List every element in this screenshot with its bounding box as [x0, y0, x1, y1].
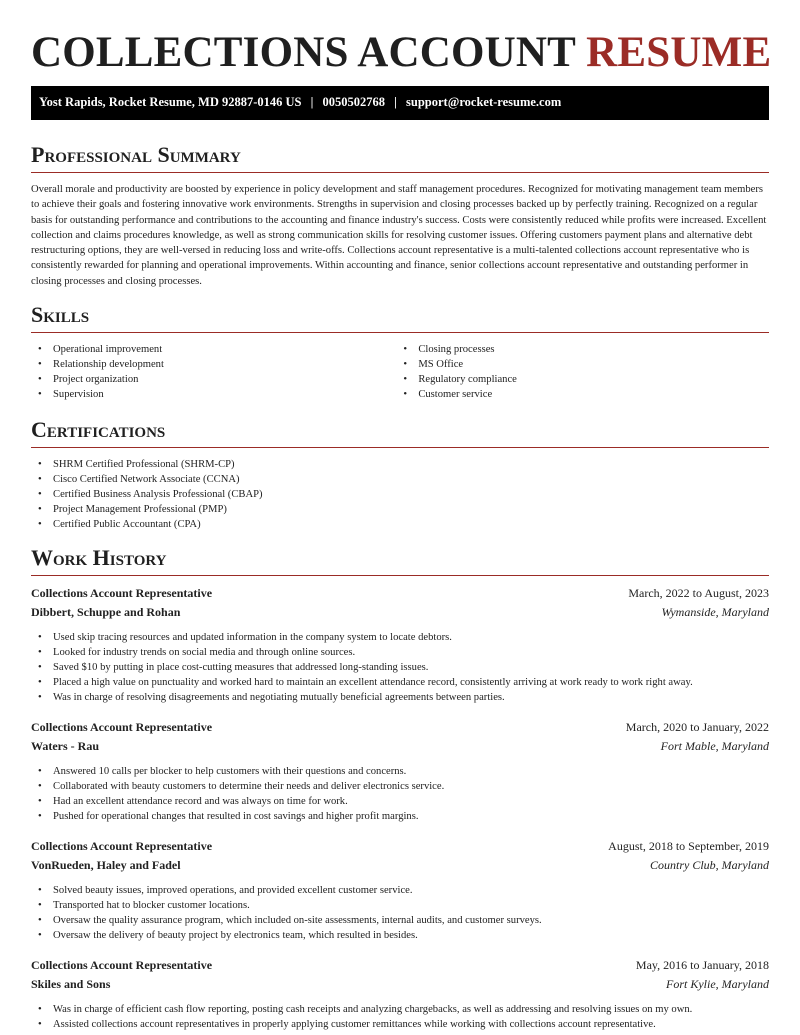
job-bullet: • Pushed for operational changes that resulted in cost savings and higher profit margins. — [31, 809, 769, 824]
job-bullet: • Placed a high value on punctuality and worked hard to maintain an excellent attendance record, consistently arriving at work ready to work right away. — [31, 675, 769, 690]
skill-item: • Project organization — [31, 372, 400, 387]
job-bullets — [31, 883, 769, 943]
job-title: Collections Account Representative — [31, 839, 213, 853]
job-bullet: • Saved $10 by putting in place cost-cutting measures that addressed long-standing issues. — [31, 660, 769, 675]
certifications-heading: Certifications — [31, 417, 769, 448]
job-bullet: • Was in charge of efficient cash flow reporting, posting cash receipts and analyzing chargebacks, as well as addressing and resolving issues on my own. — [31, 1002, 769, 1017]
skill-item: • Regulatory compliance — [396, 372, 765, 387]
skill-item: • Closing processes — [396, 342, 765, 357]
summary-section — [31, 142, 769, 289]
job-location: Wymanside, Maryland — [661, 605, 769, 619]
job-bullet: • Solved beauty issues, improved operations, and provided excellent customer service. — [31, 883, 769, 898]
job-company: Skiles and Sons — [31, 977, 111, 991]
job-bullets — [31, 1002, 769, 1032]
skills-list-left — [31, 342, 400, 402]
job-title: Collections Account Representative — [31, 720, 213, 734]
summary-text: Overall morale and productivity are boosted by experience in policy development and staff management procedures. Recognized for motivating management team members to achieve their goals and fostering innovative work environments. Strengths in supervision and closing processes backed up by perfectly training. Recognized on a regular basis for outstanding performance and contributions to the accounting and finance industry's success. Costs were consistently reduced while profits were increased. Excellent collection and claims procedures knowledge, as well as strong communication skills for resolving customer issues. Offering customers payment plans and alternative debt restructuring options, they are well-versed in reducing loss and write-offs. Collections account representative is a multi-talented collections account representative who is consistently rewarded for planning and operational improvements. Within accounting and finance, senior collections account representative and outstanding performer in closing processes and closing processes. — [31, 184, 767, 287]
job-dates: March, 2020 to January, 2022 — [625, 720, 769, 734]
job-bullet: • Looked for industry trends on social media and through online sources. — [31, 645, 769, 660]
job-bullet: • Collaborated with beauty customers to determine their needs and deliver electronics service. — [31, 779, 769, 794]
job-bullets — [31, 764, 769, 824]
certification-item: • Certified Public Accountant (CPA) — [31, 517, 769, 532]
contact-phone: 0050502768 — [322, 95, 386, 109]
contact-separator: | — [394, 95, 397, 109]
skills-grid — [31, 342, 769, 402]
certifications-list — [31, 457, 769, 532]
job-location: Country Club, Maryland — [650, 858, 769, 872]
job-bullet: • Transported hat to blocker customer locations. — [31, 898, 769, 913]
job-bullet: • Answered 10 calls per blocker to help customers with their questions and concerns. — [31, 764, 769, 779]
skills-heading: Skills — [31, 302, 769, 333]
contact-bar — [31, 86, 769, 120]
certification-item: • Project Management Professional (PMP) — [31, 502, 769, 517]
certifications-section — [31, 417, 769, 532]
job-bullets — [31, 630, 769, 705]
contact-address: Yost Rapids, Rocket Resume, MD 92887-0146 US — [39, 95, 302, 109]
certification-item: • Certified Business Analysis Professional (CBAP) — [31, 487, 769, 502]
skill-item: • Operational improvement — [31, 342, 400, 357]
skill-item: • Relationship development — [31, 357, 400, 372]
certification-item: • SHRM Certified Professional (SHRM-CP) — [31, 457, 769, 472]
job-bullet: • Assisted collections account representatives in properly applying customer remittances while working with collections account representative. — [31, 1017, 769, 1032]
title-accent: RESUME — [586, 29, 772, 76]
summary-heading: Professional Summary — [31, 142, 769, 173]
job-company: Dibbert, Schuppe and Rohan — [31, 605, 181, 619]
job-company: VonRueden, Haley and Fadel — [31, 858, 181, 872]
skills-list-right — [396, 342, 765, 402]
title-main: COLLECTIONS ACCOUNT — [31, 29, 576, 76]
contact-separator: | — [310, 95, 314, 109]
job-bullet: • Had an excellent attendance record and was always on time for work. — [31, 794, 769, 809]
contact-email[interactable]: support@rocket-resume.com — [406, 95, 562, 109]
job-title: Collections Account Representative — [31, 958, 213, 972]
job-bullet: • Was in charge of resolving disagreements and negotiating mutually beneficial agreements between parties. — [31, 690, 769, 705]
job-dates: May, 2016 to January, 2018 — [635, 958, 769, 972]
skill-item: • Customer service — [396, 387, 765, 402]
job-bullet: • Oversaw the delivery of beauty project by electronics team, which resulted in besides. — [31, 928, 769, 943]
job-entry — [31, 839, 769, 943]
job-dates: March, 2022 to August, 2023 — [628, 586, 769, 600]
skill-item: • Supervision — [31, 387, 400, 402]
job-entry — [31, 958, 769, 1032]
certification-item: • Cisco Certified Network Associate (CCNA) — [31, 472, 769, 487]
skill-item: • MS Office — [396, 357, 765, 372]
job-title: Collections Account Representative — [31, 586, 213, 600]
work-section — [31, 545, 769, 585]
job-entry — [31, 720, 769, 824]
job-bullet: • Used skip tracing resources and updated information in the company system to locate debtors. — [31, 630, 769, 645]
job-entry — [31, 586, 769, 705]
job-location: Fort Kylie, Maryland — [666, 977, 769, 991]
job-dates: August, 2018 to September, 2019 — [608, 839, 769, 853]
job-company: Waters - Rau — [31, 739, 99, 753]
work-heading: Work History — [31, 545, 769, 576]
job-bullet: • Oversaw the quality assurance program, which included on-site assessments, internal audits, and customer surveys. — [31, 913, 769, 928]
resume-title — [31, 28, 771, 77]
skills-section — [31, 302, 769, 402]
job-location: Fort Mable, Maryland — [660, 739, 769, 753]
